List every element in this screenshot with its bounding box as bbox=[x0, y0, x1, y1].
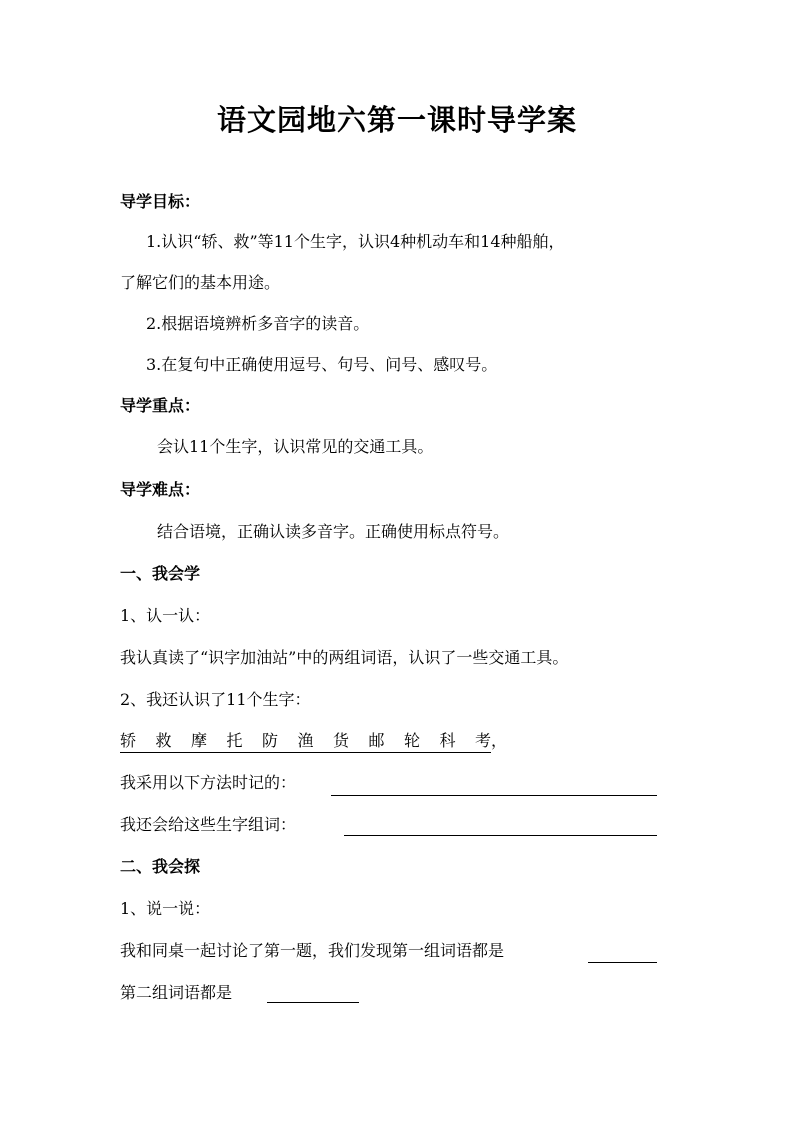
learn-item-2-label: 2、我还认识了11个生字： bbox=[120, 690, 311, 709]
character-item: 科 bbox=[439, 731, 456, 750]
character-item: 轮 bbox=[404, 731, 421, 750]
character-list-punct: ， bbox=[491, 731, 508, 750]
character-item: 考 bbox=[475, 731, 492, 750]
section2-heading: 二、我会探 bbox=[120, 857, 201, 876]
group1-answer-blank[interactable] bbox=[588, 962, 657, 963]
character-list bbox=[120, 731, 507, 753]
character-item: 邮 bbox=[368, 731, 385, 750]
character-item: 货 bbox=[333, 731, 350, 750]
character-item: 轿 bbox=[120, 731, 137, 750]
key-points-heading: 导学重点： bbox=[120, 396, 201, 415]
discuss-text: 我和同桌一起讨论了第一题，我们发现第一组词语都是 bbox=[120, 941, 505, 960]
goals-heading: 导学目标： bbox=[120, 192, 201, 211]
character-list-underlined bbox=[120, 731, 491, 753]
difficulties-text: 结合语境，正确认读多音字。正确使用标点符号。 bbox=[157, 522, 510, 541]
group2-answer-blank[interactable] bbox=[267, 1002, 359, 1003]
goal-item-1-line2: 了解它们的基本用途。 bbox=[120, 273, 281, 292]
learn-item-1-label: 1、认一认： bbox=[120, 606, 211, 625]
character-item: 防 bbox=[262, 731, 279, 750]
page-title: 语文园地六第一课时导学案 bbox=[216, 103, 577, 137]
group2-text: 第二组词语都是 bbox=[120, 983, 233, 1002]
explore-item-1-label: 1、说一说： bbox=[120, 899, 211, 918]
difficulties-heading: 导学难点： bbox=[120, 480, 201, 499]
method-answer-blank[interactable] bbox=[331, 795, 657, 796]
goal-item-2: 2.根据语境辨析多音字的读音。 bbox=[146, 314, 370, 333]
words-prompt: 我还会给这些生字组词： bbox=[120, 815, 297, 834]
character-item: 托 bbox=[226, 731, 243, 750]
character-item: 摩 bbox=[191, 731, 208, 750]
learn-item-1-text: 我认真读了“识字加油站”中的两组词语，认识了一些交通工具。 bbox=[120, 648, 569, 667]
character-item: 渔 bbox=[297, 731, 314, 750]
section1-heading: 一、我会学 bbox=[120, 564, 201, 583]
words-answer-blank[interactable] bbox=[344, 835, 657, 836]
method-prompt: 我采用以下方法时记的： bbox=[120, 773, 297, 792]
goal-item-1-line1: 1.认识“轿、救”等11个生字，认识4种机动车和14种船舶， bbox=[146, 232, 565, 251]
goal-item-3: 3.在复句中正确使用逗号、句号、问号、感叹号。 bbox=[146, 355, 498, 374]
key-points-text: 会认11个生字，认识常见的交通工具。 bbox=[157, 437, 434, 456]
character-item: 救 bbox=[155, 731, 172, 750]
